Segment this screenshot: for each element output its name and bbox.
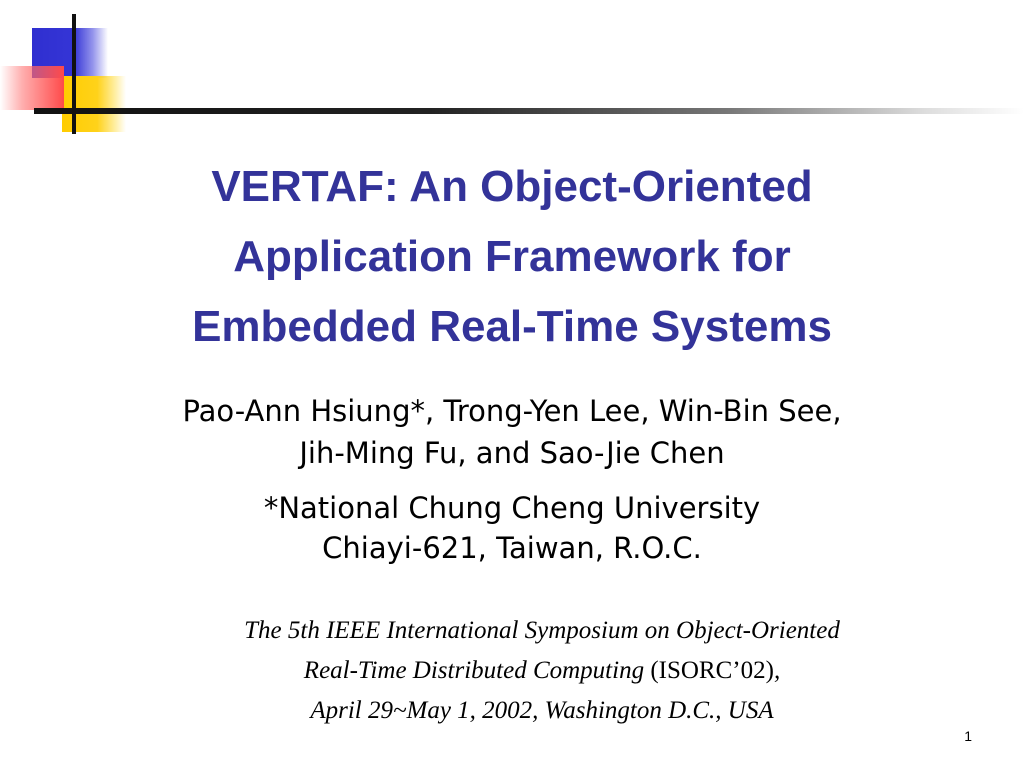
conference-venue — [70, 611, 1014, 731]
venue-line-1: The 5th IEEE International Symposium on Object-Oriented — [244, 617, 840, 644]
venue-line-2-acronym: (ISORC’02) — [644, 657, 774, 684]
affiliation-line-2: Chiayi-621, Taiwan, R.O.C. — [322, 531, 702, 565]
slide-page-number: 1 — [964, 728, 972, 744]
author-line-2: Jih-Ming Fu, and Sao-Jie Chen — [299, 436, 725, 470]
author-line-1: Pao-Ann Hsiung*, Trong-Yen Lee, Win-Bin See, — [182, 394, 842, 428]
vertical-rule-decoration — [72, 14, 76, 134]
title-line-3: Embedded Real-Time Systems — [192, 302, 832, 351]
affiliation — [40, 488, 984, 568]
venue-line-2-trail: , — [773, 657, 781, 684]
affiliation-line-1: *National Chung Cheng University — [263, 491, 761, 525]
author-list — [40, 390, 984, 474]
decorative-header-graphic — [0, 0, 1024, 140]
title-line-1: VERTAF: An Object-Oriented — [211, 162, 813, 211]
red-square-decoration — [0, 66, 64, 110]
title-line-2: Application Framework for — [233, 232, 791, 281]
venue-line-2 — [70, 651, 1014, 691]
venue-line-2-italic: Real-Time Distributed Computing — [303, 657, 645, 684]
venue-line-3: April 29~May 1, 2002, Washington D.C., USA — [310, 697, 774, 724]
horizontal-rule-decoration — [34, 108, 1024, 114]
slide-title — [40, 152, 984, 362]
